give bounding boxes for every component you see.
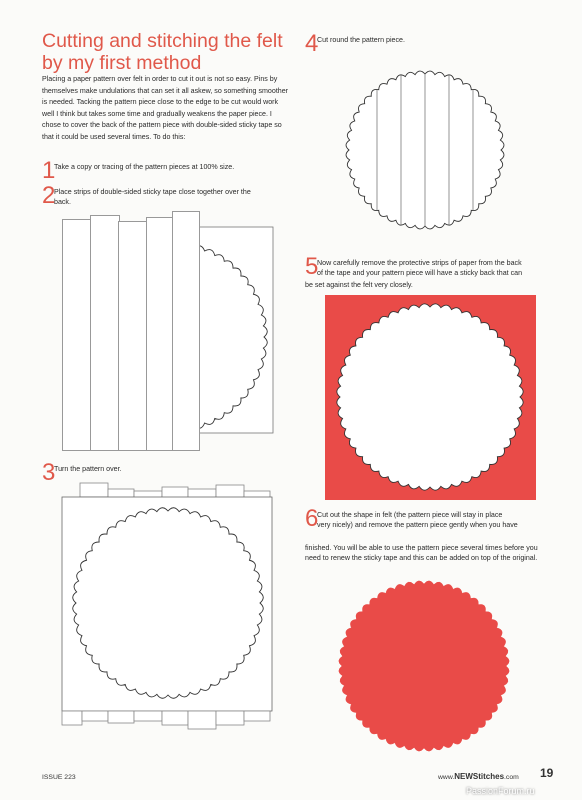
figure-pattern-on-felt: [325, 295, 536, 500]
step-number: 4: [305, 30, 319, 57]
site-url[interactable]: www.NEWStitches.com: [438, 772, 519, 781]
step-2: [42, 182, 292, 209]
step-5: [305, 253, 555, 280]
step-text-cont: very nicely) and remove the pattern piece gently when you have: [317, 521, 518, 530]
step-number: 6: [305, 505, 319, 532]
step-6: [305, 505, 555, 532]
step-text: Take a copy or tracing of the pattern pieces at 100% size.: [54, 163, 235, 171]
intro-paragraph: Placing a paper pattern over felt in order to cut it out is not so easy. Pins by themselves make undulations that can set it all askew, so something smoother is needed. Tacking the pattern piece close to the edge to be cut would work well I think but takes some time and gradually weakens the paper piece. I chose to cover the back of the pattern piece with double-sided sticky tape so that it could be used several times. To do this:: [42, 75, 289, 141]
figure-felt-shape: [337, 566, 511, 766]
figure-cut-pattern: [344, 50, 506, 250]
step-number: 5: [305, 253, 319, 280]
figure-tape-strips: [62, 215, 274, 455]
step-text: Cut round the pattern piece.: [317, 36, 405, 44]
step-number: 2: [42, 182, 56, 209]
step-number: 3: [42, 459, 56, 486]
step-text: Cut out the shape in felt (the pattern piece will stay in place: [317, 511, 503, 519]
step-text-cont: back.: [54, 198, 71, 207]
watermark: PassionForum.ru: [466, 786, 535, 796]
issue-label: ISSUE 223: [42, 774, 76, 781]
step-1: [42, 157, 292, 184]
step-text: Turn the pattern over.: [54, 465, 122, 473]
page-title: Cutting and stitching the felt by my first method: [42, 30, 283, 74]
tape-strip: [118, 221, 148, 451]
step-6-text-cont: finished. You will be able to use the pattern piece several times before you need to renew the sticky tape and this can be added on top of the original.: [305, 544, 538, 563]
tape-strip: [146, 217, 174, 451]
step-text-cont: of the tape and your pattern piece will have a sticky back that can: [317, 269, 523, 278]
tape-strip: [90, 215, 120, 451]
page-number: 19: [540, 766, 554, 780]
step-text: Now carefully remove the protective strips of paper from the back: [317, 259, 522, 267]
step-5-text-cont: be set against the felt very closely.: [305, 281, 413, 289]
figure-pattern-turned: [62, 481, 274, 731]
tape-strip: [172, 211, 200, 451]
tape-strip: [62, 219, 92, 451]
step-text: Place strips of double-sided sticky tape close together over the: [54, 188, 251, 196]
step-number: 1: [42, 157, 56, 184]
